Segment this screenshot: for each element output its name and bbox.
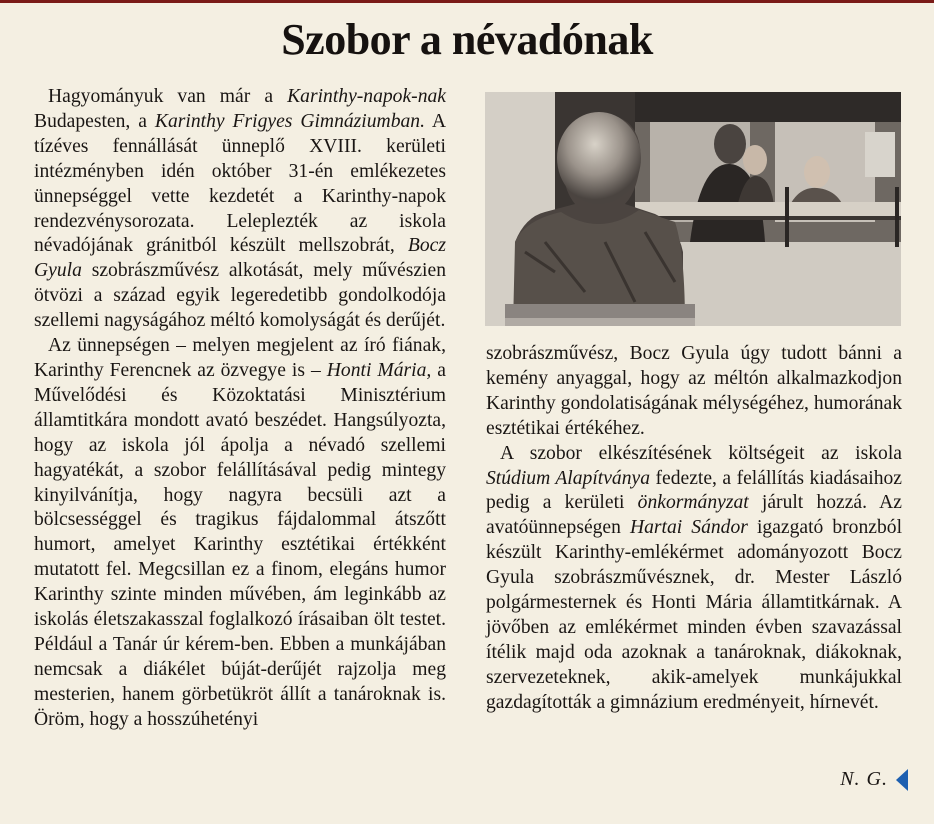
column-right bbox=[486, 342, 902, 716]
text-run: Budapesten, a bbox=[34, 110, 155, 132]
emphasis-text: Bocz Gyula bbox=[34, 235, 446, 282]
text-run: A tízéves fennállását ünneplő XVIII. kerületi intézményben idén október 31-én emlékezetes ünnepséggel vette kezdetét a Karinthy-napok rendezvénysorozata. Leleplezték az iskola névadójának gránitból készült mellszobrát, bbox=[34, 110, 447, 257]
emphasis-text: Hartai Sándor bbox=[629, 517, 748, 539]
text-run: A szobor elkészítésének költségeit az iskola bbox=[500, 442, 902, 464]
column-left bbox=[34, 85, 446, 733]
article-title: Szobor a névadónak bbox=[281, 15, 653, 64]
paragraph bbox=[486, 442, 902, 716]
end-mark-icon bbox=[896, 769, 908, 791]
text-run: szobrászművész alkotását, mely művészien ötvözi a század egyik legeredetibb gondolkodója szellemi nagyságához méltó komolyságát és derűjét. bbox=[34, 260, 446, 332]
text-run: fedezte, a felállítás kiadásaihoz pedig a kerületi bbox=[486, 467, 903, 514]
text-run: Hagyományuk van már a bbox=[48, 86, 288, 107]
emphasis-text: Karinthy-napok-nak bbox=[287, 86, 446, 107]
text-run: járult hozzá. Az avatóünnepségen bbox=[486, 492, 902, 539]
bust-photo bbox=[485, 92, 901, 326]
paragraph bbox=[34, 85, 446, 334]
paragraph bbox=[34, 334, 446, 733]
emphasis-text: önkormányzat bbox=[637, 492, 749, 514]
emphasis-text: Honti Mária, bbox=[326, 359, 432, 381]
emphasis-text: Stúdium Alapítványa bbox=[486, 467, 651, 489]
text-run: igazgató bronzból készült Karinthy-emlékérmet adományozott Bocz Gyula szobrászművésznek, dr. Mester László polgármesternek és Honti Mária államtitkárnak. A jövőben az emlékérmet minden évben szavazással ítélik majd oda azoknak a tanároknak, diákoknak, szervezeteknek, akik-amelyek munkájukkal gazdagították a gimnázium eredményeit, hírnevét. bbox=[486, 517, 903, 713]
text-run: Az ünnepségen – melyen megjelent az író fiának, Karinthy Ferencnek az özvegye is – bbox=[34, 335, 446, 381]
top-rule bbox=[0, 0, 934, 3]
text-run: a Művelődési és Közoktatási Minisztérium államtitkára mondott avató beszédet. Hangsúlyozta, hogy az iskola jól ápolja a névadó szellemi hagyatékát, a szobor felállításával pedig mintegy kinyilvánítja, hogy nagyra becsüli azt a bölcsességgel és tragikus fájdalommal átszőtt humort, amelyet Karinthy esztétikai értékként mutatott fel. Megcsillan ez a finom, elegáns humor Karinthy szinte minden művében, ám leginkább az iskolás életszakasszal foglalkozó írásaiban ölt testet. Például a Tanár úr kérem-ben. Ebben a munkájában nemcsak a diákélet búját-derűjét rajzolja meg mesterien, hanem görbetükröt állít a tanároknak is. Öröm, hogy a hosszúhetényi bbox=[34, 359, 446, 730]
bust-photo-image bbox=[485, 92, 901, 326]
emphasis-text: Karinthy Frigyes Gimnáziumban. bbox=[154, 110, 425, 132]
paragraph bbox=[486, 342, 902, 442]
text-run: szobrászművész, Bocz Gyula úgy tudott bánni a kemény anyaggal, hogy az méltón alkalmazkodjon Karinthy gondolatiságának mélységéhez, humorának esztétikai értékéhez. bbox=[486, 343, 902, 439]
author-signature bbox=[840, 768, 908, 791]
signature-text: N. G. bbox=[840, 768, 888, 790]
